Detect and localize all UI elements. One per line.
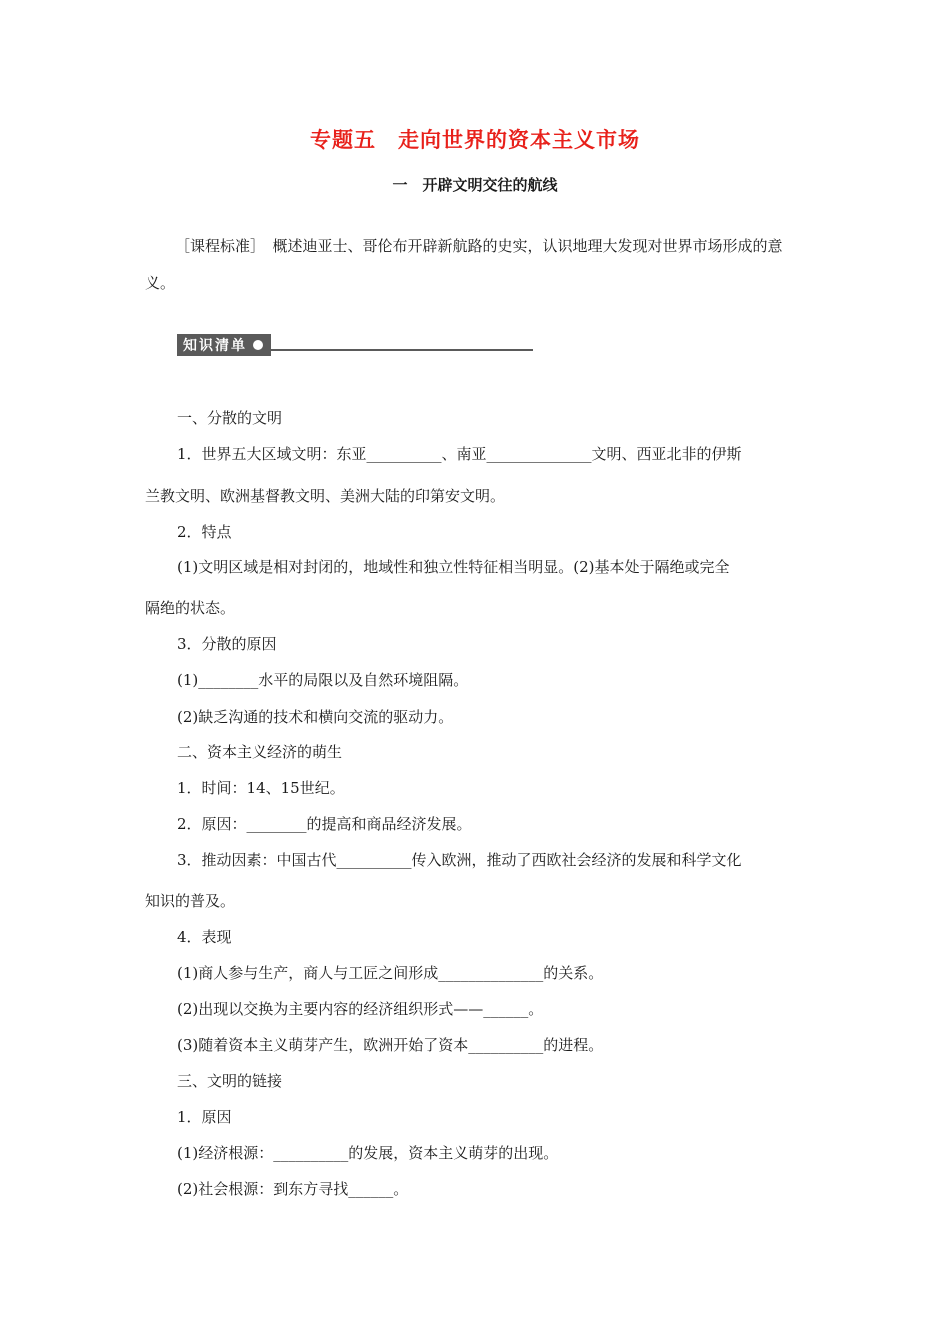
text-line: 3．推动因素：中国古代__________传入欧洲，推动了西欧社会经济的发展和科学文化 xyxy=(177,851,742,869)
bullet-icon xyxy=(253,340,263,350)
page-title: 专题五 走向世界的资本主义市场 xyxy=(310,128,640,152)
text-line: 2．原因：________的提高和商品经济发展。 xyxy=(177,815,472,833)
text-line: (1)文明区域是相对封闭的，地域性和独立性特征相当明显。(2)基本处于隔绝或完全 xyxy=(177,558,730,576)
text-line: 1．时间：14、15世纪。 xyxy=(177,779,345,797)
text-line: 3．分散的原因 xyxy=(177,635,277,653)
heading-civilization-links: 三、文明的链接 xyxy=(177,1072,283,1090)
text-line: 兰教文明、欧洲基督教文明、美洲大陆的印第安文明。 xyxy=(145,487,506,505)
text-line: (1)________水平的局限以及自然环境阻隔。 xyxy=(177,671,469,689)
section-subtitle: 一 开辟文明交往的航线 xyxy=(392,176,558,194)
heading-scattered-civilizations: 一、分散的文明 xyxy=(177,409,283,427)
text-line: (1)经济根源：__________的发展，资本主义萌芽的出现。 xyxy=(177,1144,559,1162)
banner-divider xyxy=(271,349,533,351)
heading-capitalism-emergence: 二、资本主义经济的萌生 xyxy=(177,743,343,761)
text-line: (3)随着资本主义萌芽产生，欧洲开始了资本__________的进程。 xyxy=(177,1036,604,1054)
banner-label-box xyxy=(177,334,271,356)
text-line: 4．表现 xyxy=(177,928,232,946)
text-line: 1．原因 xyxy=(177,1108,232,1126)
knowledge-banner xyxy=(177,334,533,356)
text-line: (2)缺乏沟通的技术和横向交流的驱动力。 xyxy=(177,708,454,726)
text-line: 1．世界五大区域文明：东亚__________、南亚______________文明、西亚北非的伊斯 xyxy=(177,445,742,463)
text-line: 2．特点 xyxy=(177,523,232,541)
text-line: (2)出现以交换为主要内容的经济组织形式——______。 xyxy=(177,1000,544,1018)
text-line: (2)社会根源：到东方寻找______。 xyxy=(177,1180,409,1198)
course-standard: ［课程标准］ 概述迪亚士、哥伦布开辟新航路的史实，认识地理大发现对世界市场形成的意义。 xyxy=(145,237,783,292)
text-line: 隔绝的状态。 xyxy=(145,599,236,617)
text-line: (1)商人参与生产，商人与工匠之间形成______________的关系。 xyxy=(177,964,604,982)
banner-label: 知识清单 xyxy=(183,338,247,354)
text-line: 知识的普及。 xyxy=(145,892,236,910)
